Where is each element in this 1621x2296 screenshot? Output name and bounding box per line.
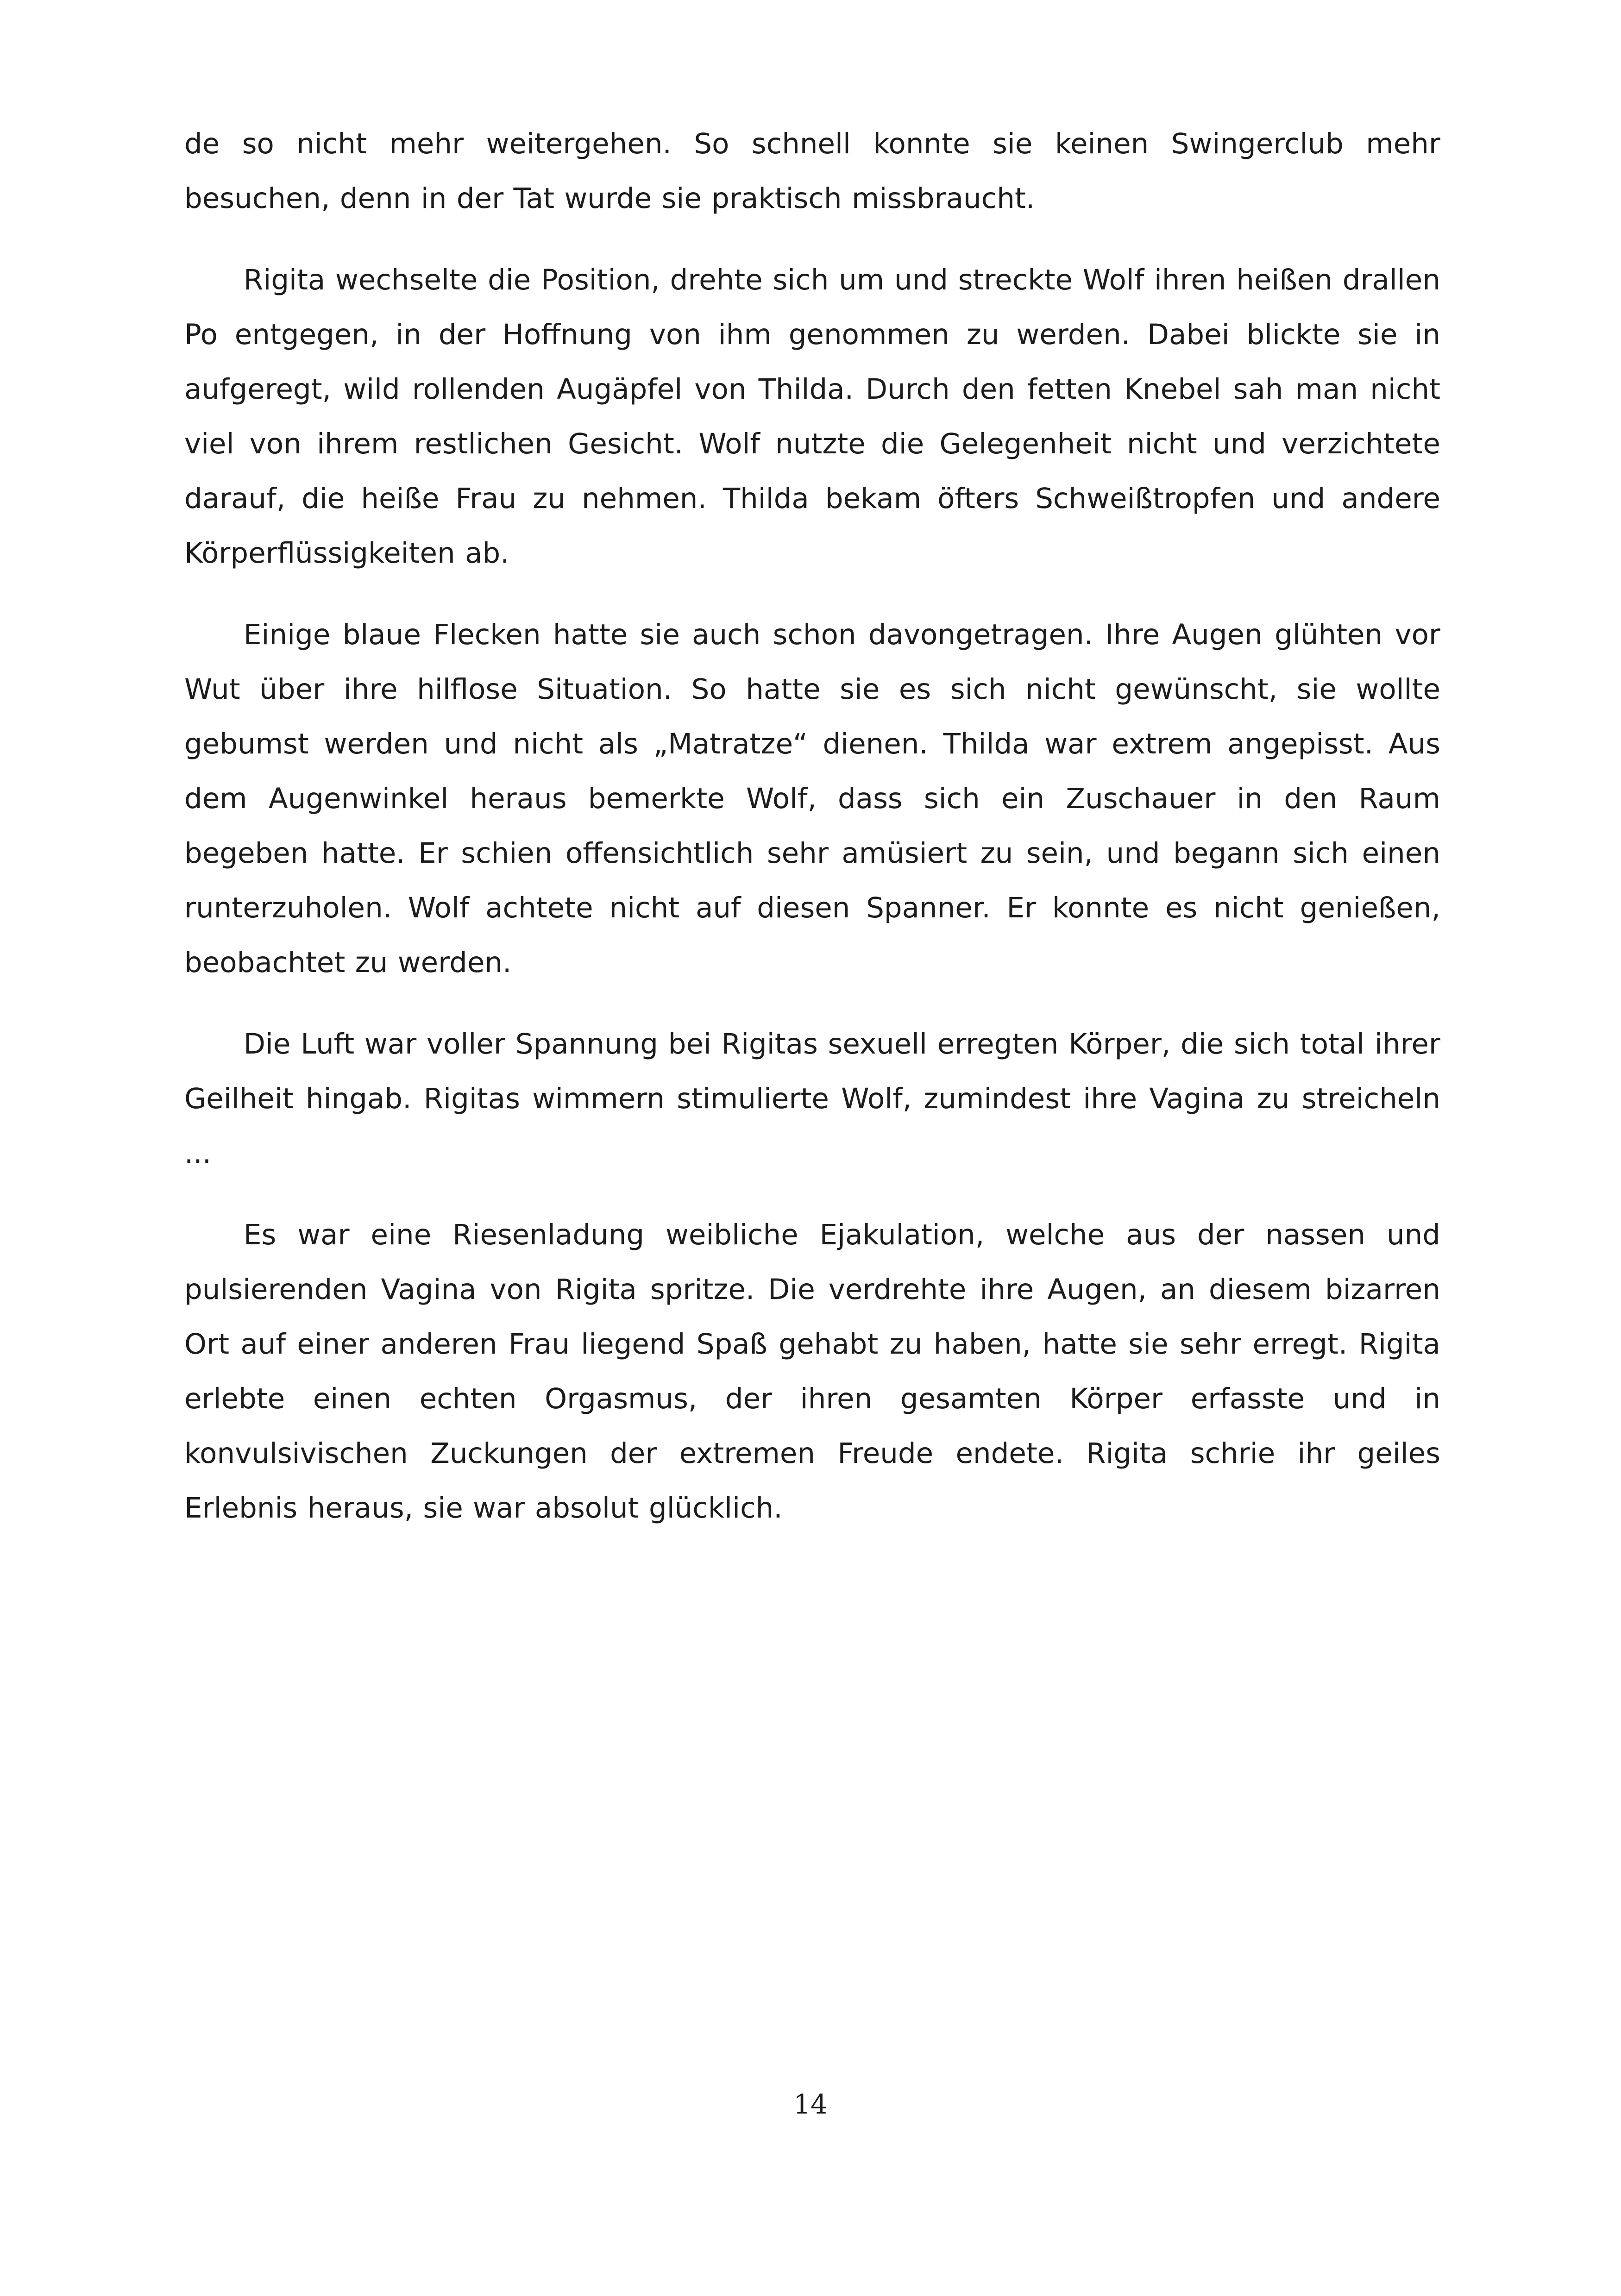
page-number: 14 — [793, 2089, 828, 2120]
body-text — [184, 117, 1440, 1562]
paragraph: de so nicht mehr weitergehen. So schnell konnte sie keinen Swingerclub mehr besuchen, denn in der Tat wurde sie praktisch missbraucht. — [184, 127, 1440, 215]
paragraph: Einige blaue Flecken hatte sie auch schon davongetragen. Ihre Augen glühten vor Wut über ihre hilflose Situation. So hatte sie es sich nicht gewünscht, sie wollte gebumst werden und nicht als „Matratze“ dienen. Thilda war extrem angepisst. Aus dem Augenwinkel heraus bemerkte Wolf, dass sich ein Zuschauer in den Raum begeben hatte. Er schien offensichtlich sehr amüsiert zu sein, und begann sich einen runterzuholen. Wolf achtete nicht auf diesen Spanner. Er konnte es nicht genießen, beobachtet zu werden. — [184, 618, 1440, 979]
paragraph: Es war eine Riesenladung weibliche Ejakulation, welche aus der nassen und pulsierenden Vagina von Rigita spritze. Die verdrehte ihre Augen, an diesem bizarren Ort auf einer anderen Frau liegend Spaß gehabt zu haben, hatte sie sehr erregt. Rigita erlebte einen echten Orgasmus, der ihren gesamten Körper erfasste und in konvulsivischen Zuckungen der extremen Freude endete. Rigita schrie ihr geiles Erlebnis heraus, sie war absolut glücklich. — [184, 1218, 1440, 1524]
paragraph: Die Luft war voller Spannung bei Rigitas sexuell erregten Körper, die sich total ihrer Geilheit hingab. Rigitas wimmern stimulierte Wolf, zumindest ihre Vagina zu streicheln ... — [184, 1028, 1440, 1170]
paragraph: Rigita wechselte die Position, drehte sich um und streckte Wolf ihren heißen drallen Po entgegen, in der Hoffnung von ihm genommen zu werden. Dabei blickte sie in aufgeregt, wild rollenden Augäpfel von Thilda. Durch den fetten Knebel sah man nicht viel von ihrem restlichen Gesicht. Wolf nutzte die Gelegenheit nicht und verzichtete darauf, die heiße Frau zu nehmen. Thilda bekam öfters Schweißtropfen und andere Körperflüssigkeiten ab. — [184, 263, 1440, 570]
